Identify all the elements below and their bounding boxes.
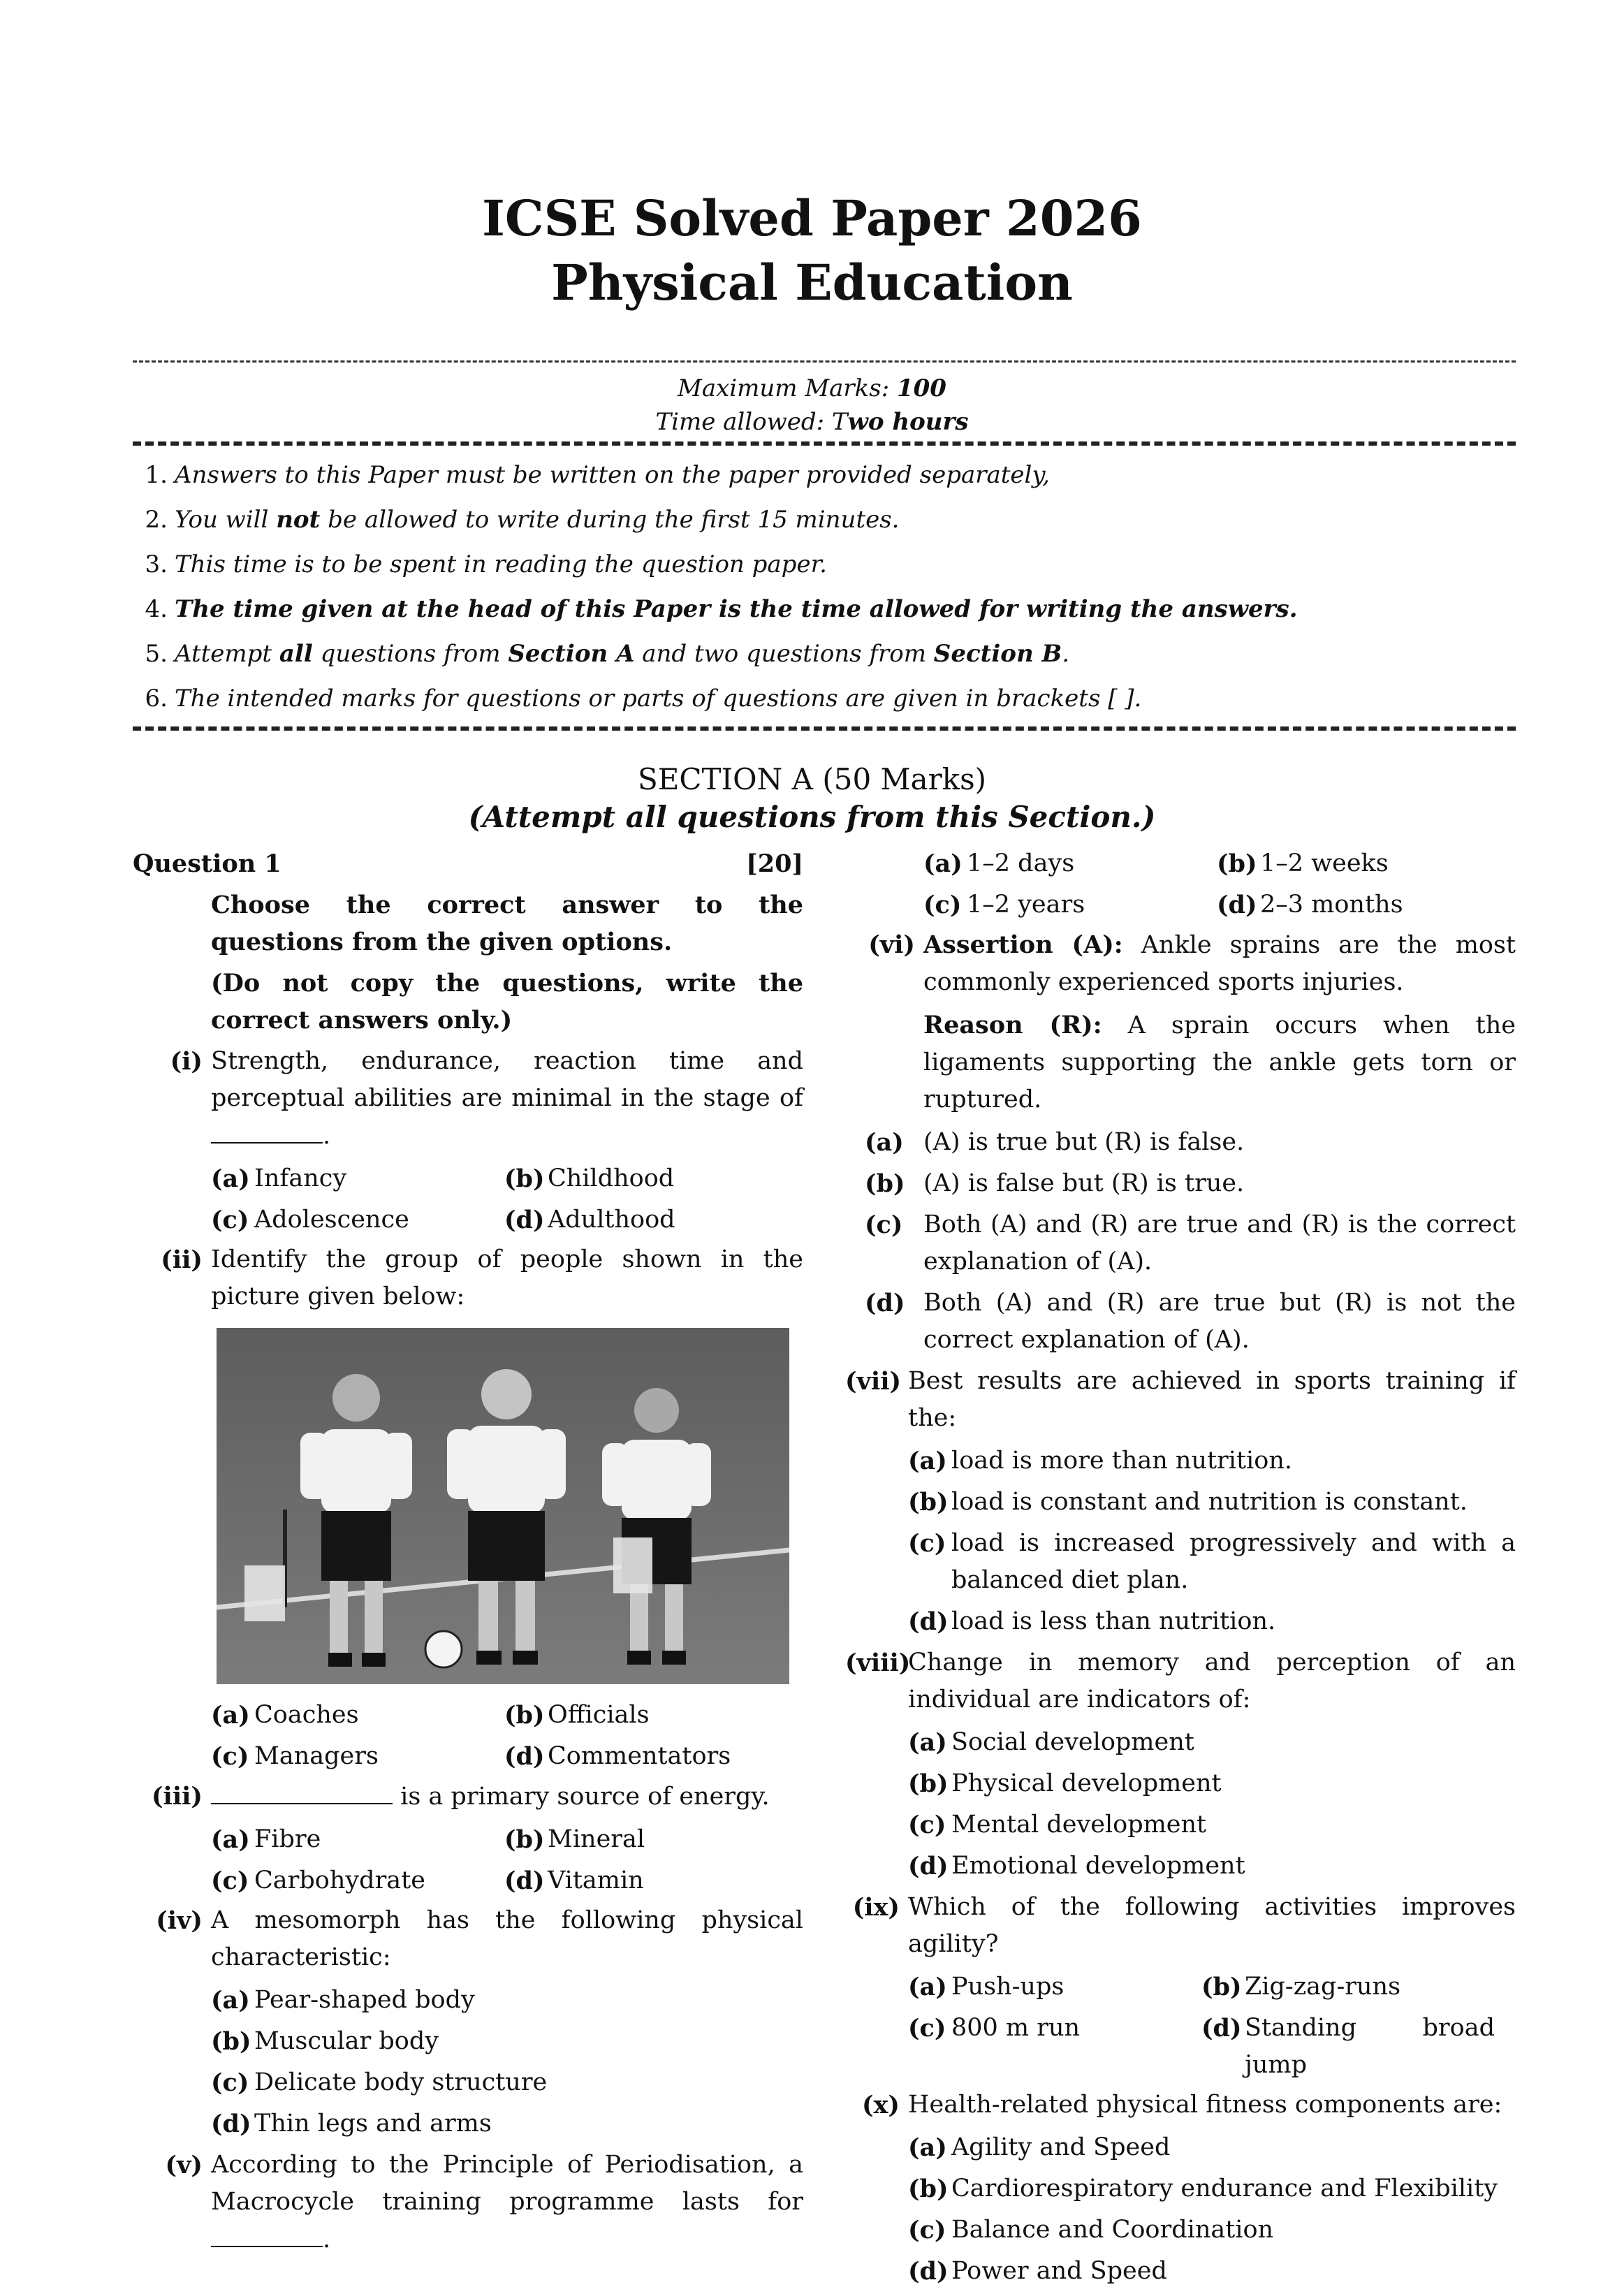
options-v <box>845 845 1516 923</box>
time-allowed: Time allowed: Two hours <box>655 408 969 436</box>
options-viii <box>845 1724 1516 1885</box>
divider-top <box>133 360 1516 363</box>
instruction-item: 1. Answers to this Paper must be written on the paper provided separately, <box>145 461 1050 489</box>
option: (d) Thin legs and arms <box>211 2110 492 2138</box>
answer-blank <box>211 1117 323 1144</box>
instruction-item: 6. The intended marks for questions or parts of questions are given in brackets [ ]. <box>145 685 1142 713</box>
option: (a) load is more than nutrition. <box>908 1447 1292 1475</box>
option: (a) Fibre <box>211 1825 321 1854</box>
question-viii: (viii) Change in memory and perception of an individual are indicators of: <box>845 1649 1516 1714</box>
question-vi-reason: Reason (R): A sprain occurs when the ligaments supporting the ankle gets torn or ruptured. <box>923 1011 1516 1113</box>
instruction-item: 3. This time is to be spent in reading the question paper. <box>145 550 827 578</box>
option: (c) Delicate body structure <box>211 2068 548 2097</box>
question-label: Question 1 <box>133 849 281 878</box>
option: (b) Childhood <box>504 1164 675 1193</box>
options-iii <box>133 1821 803 1899</box>
question-iii: (iii) is a primary source of energy. <box>133 1778 803 1816</box>
left-column <box>133 845 803 2258</box>
directions-1: Choose the correct answer to the questions from the given options. <box>211 891 803 956</box>
answer-blank <box>211 2221 323 2247</box>
instructions-list <box>133 453 1516 721</box>
option: (b) Zig-zag-runs <box>1201 1973 1401 2001</box>
option: (c) 1–2 years <box>923 891 1085 919</box>
option: (a) Pear-shaped body <box>211 1986 475 2015</box>
question-v: (v) According to the Principle of Periodisation, a Macrocycle training programme lasts for . <box>165 2151 803 2253</box>
instruction-item: 2. You will not be allowed to write during the first 15 minutes. <box>145 506 900 534</box>
question-marks: [20] <box>746 849 803 878</box>
option: (b) (A) is false but (R) is true. <box>865 1169 1245 1198</box>
options-i <box>133 1160 803 1239</box>
divider-instructions-bottom <box>133 726 1516 731</box>
divider-instructions-top <box>133 441 1516 446</box>
option: (a) Agility and Speed <box>908 2133 1171 2162</box>
options-vi <box>845 1124 1516 1359</box>
section-a-heading: SECTION A (50 Marks) <box>637 762 987 796</box>
paper-subject: Physical Education <box>551 254 1073 312</box>
option: (b) Mineral <box>504 1825 645 1854</box>
option: (d) load is less than nutrition. <box>908 1607 1276 1636</box>
option: (d) Standing broad jump <box>1201 2014 1495 2079</box>
option: (d) Power and Speed <box>908 2257 1167 2286</box>
option: (b) Muscular body <box>211 2027 439 2056</box>
option: (a) 1–2 days <box>923 849 1075 878</box>
right-column <box>845 845 1516 2294</box>
option: (b) load is constant and nutrition is constant. <box>908 1488 1468 1517</box>
options-x <box>845 2129 1516 2290</box>
question-vi: (vi) Assertion (A): Ankle sprains are the most commonly experienced sports injuries. <box>868 930 1516 996</box>
option: (c) Balance and Coordination <box>908 2216 1274 2244</box>
option: (a) Infancy <box>211 1164 347 1193</box>
option: (d) Both (A) and (R) are true but (R) is not the correct explanation of (A). <box>865 1289 1516 1354</box>
option: (a) Coaches <box>211 1701 359 1730</box>
referees-illustration <box>217 1328 789 1684</box>
option: (c) Both (A) and (R) are true and (R) is the correct explanation of (A). <box>865 1211 1516 1276</box>
option: (b) Cardiorespiratory endurance and Flexibility <box>908 2175 1498 2203</box>
option: (a) Social development <box>908 1728 1194 1757</box>
question-vii: (vii) Best results are achieved in sports training if the: <box>845 1367 1516 1432</box>
options-ix <box>845 1968 1516 2084</box>
options-vii <box>845 1442 1516 1640</box>
question-ii: (ii) Identify the group of people shown in the picture given below: <box>161 1245 803 1310</box>
section-a-subheading: (Attempt all questions from this Section.) <box>468 800 1156 834</box>
option: (c) Mental development <box>908 1811 1207 1839</box>
option: (b) 1–2 weeks <box>1217 849 1389 878</box>
option: (d) Vitamin <box>504 1866 644 1895</box>
option: (d) 2–3 months <box>1217 891 1403 919</box>
option: (c) Carbohydrate <box>211 1866 425 1895</box>
option: (b) Officials <box>504 1701 650 1730</box>
paper-title: ICSE Solved Paper 2026 <box>482 189 1142 247</box>
options-iv <box>133 1982 803 2142</box>
option: (d) Adulthood <box>504 1206 675 1234</box>
question-1-header <box>133 845 803 882</box>
instruction-item: 5. Attempt all questions from Section A and two questions from Section B. <box>145 640 1070 668</box>
question-i: (i) Strength, endurance, reaction time and perceptual abilities are minimal in the stage of . <box>170 1047 803 1150</box>
question-ix: (ix) Which of the following activities improves agility? <box>852 1893 1516 1958</box>
option: (a) (A) is true but (R) is false. <box>865 1128 1245 1157</box>
referees-photo <box>217 1328 789 1684</box>
maximum-marks: Maximum Marks: 100 <box>678 374 946 402</box>
question-iv: (iv) A mesomorph has the following physical characteristic: <box>156 1906 803 1971</box>
instruction-item: 4. The time given at the head of this Paper is the time allowed for writing the answers. <box>145 595 1298 623</box>
option: (d) Commentators <box>504 1742 731 1771</box>
option: (a) Push-ups <box>908 1973 1065 2001</box>
directions-2: (Do not copy the questions, write the correct answers only.) <box>211 969 803 1035</box>
option: (d) Emotional development <box>908 1852 1245 1880</box>
option: (b) Physical development <box>908 1769 1222 1798</box>
option: (c) Adolescence <box>211 1206 409 1234</box>
option: (c) 800 m run <box>908 2014 1081 2043</box>
answer-blank <box>211 1778 393 1804</box>
option: (c) Managers <box>211 1742 379 1771</box>
option: (c) load is increased progressively and with a balanced diet plan. <box>908 1529 1516 1594</box>
question-x: (x) Health-related physical fitness components are: <box>862 2091 1502 2119</box>
options-ii <box>133 1697 803 1775</box>
